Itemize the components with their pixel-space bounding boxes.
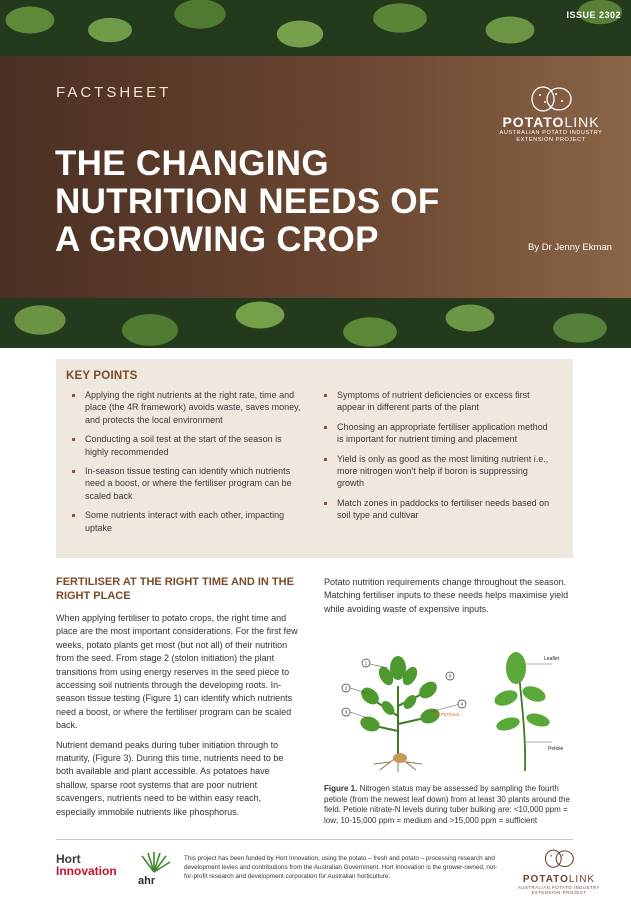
- ahr-wordmark: ahr: [138, 875, 156, 887]
- body-paragraph: Nutrient demand peaks during tuber initiation through to maturity, (Figure 3). During this time, nutrients need to be both available and plant accessible. As potatoes have shallow, sparse root systems that are poor nutrient scavengers, nutrients need to be within easy reach, especially immobile nutrients like phosphorus.: [56, 739, 284, 817]
- brand-name: POTATOLINK: [522, 874, 596, 885]
- figure-caption: [324, 784, 576, 826]
- brand-subtitle: EXTENSION PROJECT: [516, 137, 586, 143]
- callout-number: 2: [344, 685, 348, 691]
- potato-plant-diagram: [330, 646, 580, 776]
- leaflet-label: Leaflet: [544, 656, 560, 662]
- title-line: THE CHANGING: [55, 144, 329, 183]
- funding-statement: This project has been funded by Hort Innovation, using the potato – fresh and potato – processing research and development levies and contributions from the Australian Government. Hort Innovation is the grower-owned, not-for-profit research and development corporation for Australian horticulture.: [184, 855, 498, 880]
- caption-label: Figure 1.: [324, 784, 358, 793]
- body-paragraph: Potato nutrition requirements change throughout the season. Matching fertiliser inputs to these needs helps maximise yield while avoiding waste of expensive inputs.: [324, 577, 569, 614]
- key-points-right-list: [324, 389, 556, 529]
- potatoes-icon: [542, 848, 576, 868]
- brand-subtitle: AUSTRALIAN POTATO INDUSTRY: [499, 130, 603, 136]
- petiole-label: Petiole: [548, 746, 564, 752]
- key-point: Applying the right nutrients at the right rate, time and place (the 4R framework) avoids waste, saves money, and protects the local environment: [72, 389, 304, 426]
- potatolink-footer-logo: [516, 848, 602, 895]
- potatolink-logo: [496, 84, 606, 144]
- key-point: Yield is only as good as the most limiting nutrient i.e., more nitrogen won't help if boron is suppressing growth: [324, 453, 556, 490]
- callout-number: 1: [364, 660, 368, 666]
- key-point: In-season tissue testing can identify which nutrients need a boost, or where the fertiliser program can be scaled back: [72, 465, 304, 502]
- factsheet-label: FACTSHEET: [56, 84, 172, 101]
- key-point: Match zones in paddocks to fertiliser needs based on soil type and cultivar: [324, 497, 556, 522]
- title-line: A GROWING CROP: [55, 220, 379, 259]
- author-byline: By Dr Jenny Ekman: [528, 242, 612, 253]
- brand-subtitle: EXTENSION PROJECT: [531, 890, 587, 895]
- hort-logo-line: Innovation: [56, 864, 117, 878]
- ahr-logo: [134, 850, 174, 888]
- body-left-column: [56, 612, 302, 825]
- petiole-tag: 4th PETIOLE: [433, 712, 460, 717]
- footer-divider: [56, 839, 573, 840]
- caption-text: Nitrogen status may be assessed by sampling the fourth petiole (from the newest leaf down) from at least 30 plants around the field. Petiole nitrate-N levels during tuber bulking are: <10,000 ppm = low; 10-15,000 ppm = medium and >15,000 ppm = sufficient: [324, 784, 570, 825]
- key-point: Symptoms of nutrient deficiencies or excess first appear in different parts of the plant: [324, 389, 556, 414]
- title-line: NUTRITION NEEDS OF: [55, 182, 440, 221]
- brand-subtitle: AUSTRALIAN POTATO INDUSTRY: [517, 885, 601, 890]
- potatoes-icon: [528, 84, 574, 112]
- hort-logo-line: Hort: [56, 852, 81, 866]
- callout-number: 4: [460, 701, 464, 707]
- body-right-column: [324, 576, 576, 622]
- key-points-left-list: [72, 389, 304, 541]
- hort-innovation-logo: [56, 853, 126, 878]
- key-points-heading: KEY POINTS: [66, 370, 138, 382]
- key-point: Some nutrients interact with each other, impacting uptake: [72, 509, 304, 534]
- callout-number: 3: [344, 709, 348, 715]
- key-points-box: [56, 359, 573, 558]
- key-point: Choosing an appropriate fertiliser application method is important for nutrient timing and placement: [324, 421, 556, 446]
- page-title: [55, 145, 495, 259]
- section-title: FERTILISER AT THE RIGHT TIME AND IN THE RIGHT PLACE: [56, 576, 294, 602]
- brand-name: POTATOLINK: [502, 114, 600, 130]
- body-paragraph: When applying fertiliser to potato crops, the right time and place are the most important considerations. For the first few weeks, potato plants get most (but not all) of their nutrition from the seed. From stage 2 (stolon initiation) the plant transitions from using energy reserves in the seed piece to accessing soil nutrients through the developing roots. In-season tissue testing (Figure 1) can identify which nutrients need a boost, or where the fertiliser program can be scaled back.: [56, 613, 298, 731]
- key-point: Conducting a soil test at the start of the season is highly recommended: [72, 433, 304, 458]
- issue-number: ISSUE 2302: [566, 10, 621, 20]
- callout-number: 5: [448, 673, 452, 679]
